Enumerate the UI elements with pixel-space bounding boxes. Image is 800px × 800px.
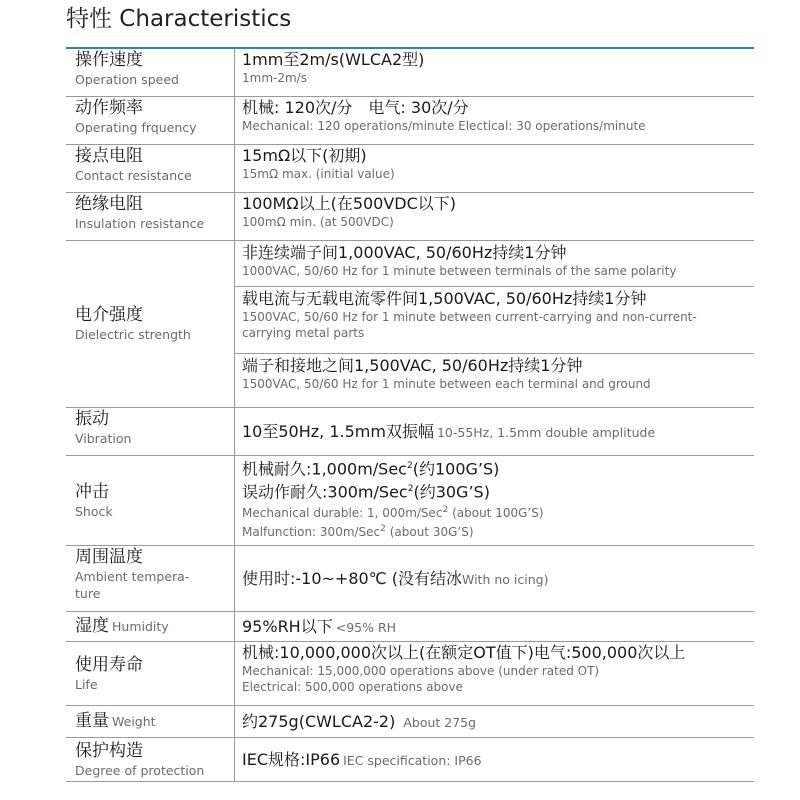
row-value [235, 545, 755, 611]
value-zh: 误动作耐久:300m/Sec$^2$(约30G’S) [242, 482, 490, 502]
table-row [66, 49, 754, 96]
label-en: Humidity [112, 619, 169, 634]
row-label [66, 705, 235, 737]
label-en: Operation speed [75, 72, 179, 87]
row-value [235, 96, 755, 144]
table-row [66, 455, 754, 545]
value-en: 1500VAC, 50/60 Hz for 1 minute between current-carrying and non-current-carrying metal parts [242, 309, 697, 340]
value-en: Mechanical durable: 1, 000m/Sec$^2$ (about 100G’S) [242, 505, 544, 521]
value-zh: 机械耐久:1,000m/Sec$^2$(约100G’S) [242, 458, 500, 478]
row-label [66, 611, 235, 641]
value-en: About 275g [403, 714, 477, 730]
row-value [235, 407, 755, 455]
row-label [66, 192, 235, 240]
row-label [66, 455, 235, 545]
dielectric-part [235, 241, 754, 287]
table-row [66, 144, 754, 192]
label-en: Weight [112, 714, 156, 729]
label-en: Operating frquency [75, 119, 197, 135]
value-en: 100mΩ min. (at 500VDC) [242, 214, 394, 229]
value-zh: 机械: 120次/分 电气: 30次/分 [242, 97, 469, 117]
label-zh: 操作速度 [75, 50, 143, 70]
value-zh: 非连续端子间1,000VAC, 50/60Hz持续1分钟 [242, 242, 567, 262]
label-zh: 周围温度 [75, 546, 143, 567]
value-en: Mechanical: 15,000,000 operations above (under rated OT) [242, 663, 600, 678]
label-zh: 冲击 [75, 481, 109, 502]
row-value [235, 641, 755, 705]
label-zh: 接点电阻 [75, 145, 143, 166]
label-en: Dielectric strength [75, 327, 191, 342]
label-en: Contact resistance [75, 167, 192, 183]
value-zh: IEC规格:IP66 [242, 749, 341, 769]
row-value [235, 49, 755, 96]
value-en: 15mΩ max. (initial value) [242, 166, 395, 181]
label-en: Insulation resistance [75, 215, 205, 231]
table-row [66, 545, 754, 611]
row-label [66, 641, 235, 705]
label-zh: 绝缘电阻 [75, 193, 143, 214]
label-en: Vibration [75, 430, 132, 446]
table-row [66, 705, 754, 737]
table-row [66, 641, 754, 705]
table-row [66, 737, 754, 781]
row-value [235, 192, 755, 240]
value-en: Electrical: 500,000 operations above [242, 679, 463, 694]
value-en: IEC specification: IP66 [343, 752, 482, 768]
label-zh: 振动 [75, 408, 109, 429]
value-zh: 1mm至2m/s(WLCA2型) [242, 50, 425, 69]
value-zh: 使用时:-10~+80℃ (没有结冰 [242, 568, 462, 588]
row-label [66, 240, 235, 407]
table-row [66, 192, 754, 240]
value-en: Mechanical: 120 operations/minute Electical: 30 operations/minute [242, 118, 646, 133]
label-zh: 湿度 [75, 616, 109, 636]
dielectric-part [235, 354, 754, 400]
row-value [235, 705, 755, 737]
value-en: <95% RH [335, 619, 397, 635]
value-zh: 载电流与无载电流零件间1,500VAC, 50/60Hz持续1分钟 [242, 288, 647, 308]
value-en: 10-55Hz, 1.5mm double amplitude [436, 424, 656, 440]
label-zh: 重量 [75, 711, 109, 731]
value-en: 1500VAC, 50/60 Hz for 1 minute between each terminal and ground [242, 376, 651, 391]
label-zh: 动作频率 [75, 97, 143, 118]
row-value [235, 455, 755, 545]
row-label [66, 407, 235, 455]
row-label [66, 545, 235, 611]
value-en: 1mm-2m/s [242, 71, 307, 85]
row-value [235, 144, 755, 192]
value-en: 1000VAC, 50/60 Hz for 1 minute between terminals of the same polarity [242, 263, 677, 278]
row-label [66, 144, 235, 192]
value-zh: 机械:10,000,000次以上(在额定OT值下)电气:500,000次以上 [242, 642, 686, 662]
row-value [235, 737, 755, 781]
value-zh: 端子和接地之间1,500VAC, 50/60Hz持续1分钟 [242, 355, 583, 375]
label-en: Life [75, 676, 98, 692]
value-zh: 100MΩ以上(在500VDC以下) [242, 193, 457, 213]
table-row [66, 240, 754, 407]
page-title: 特性 Characteristics [66, 6, 292, 32]
value-zh: 95%RH以下 [242, 616, 333, 636]
value-zh: 15mΩ以下(初期) [242, 145, 367, 165]
value-en: With no icing) [462, 571, 549, 587]
label-en: Shock [75, 503, 113, 519]
label-en: Degree of protection [75, 762, 205, 778]
row-label [66, 49, 235, 96]
table-row [66, 407, 754, 455]
value-zh: 10至50Hz, 1.5mm双振幅 [242, 421, 434, 441]
row-value [235, 240, 755, 407]
label-zh: 使用寿命 [75, 654, 143, 675]
label-zh: 保护构造 [75, 740, 143, 761]
characteristics-table [66, 49, 754, 782]
value-en: Malfunction: 300m/Sec$^2$ (about 30G’S) [242, 524, 474, 540]
table-row [66, 96, 754, 144]
table-row [66, 611, 754, 641]
row-label [66, 737, 235, 781]
label-en: Ambient tempera-ture [75, 568, 190, 601]
label-zh: 电介强度 [75, 305, 143, 325]
row-label [66, 96, 235, 144]
value-zh: 约275g(CWLCA2-2) [242, 711, 396, 731]
row-value [235, 611, 755, 641]
dielectric-part [235, 287, 754, 354]
